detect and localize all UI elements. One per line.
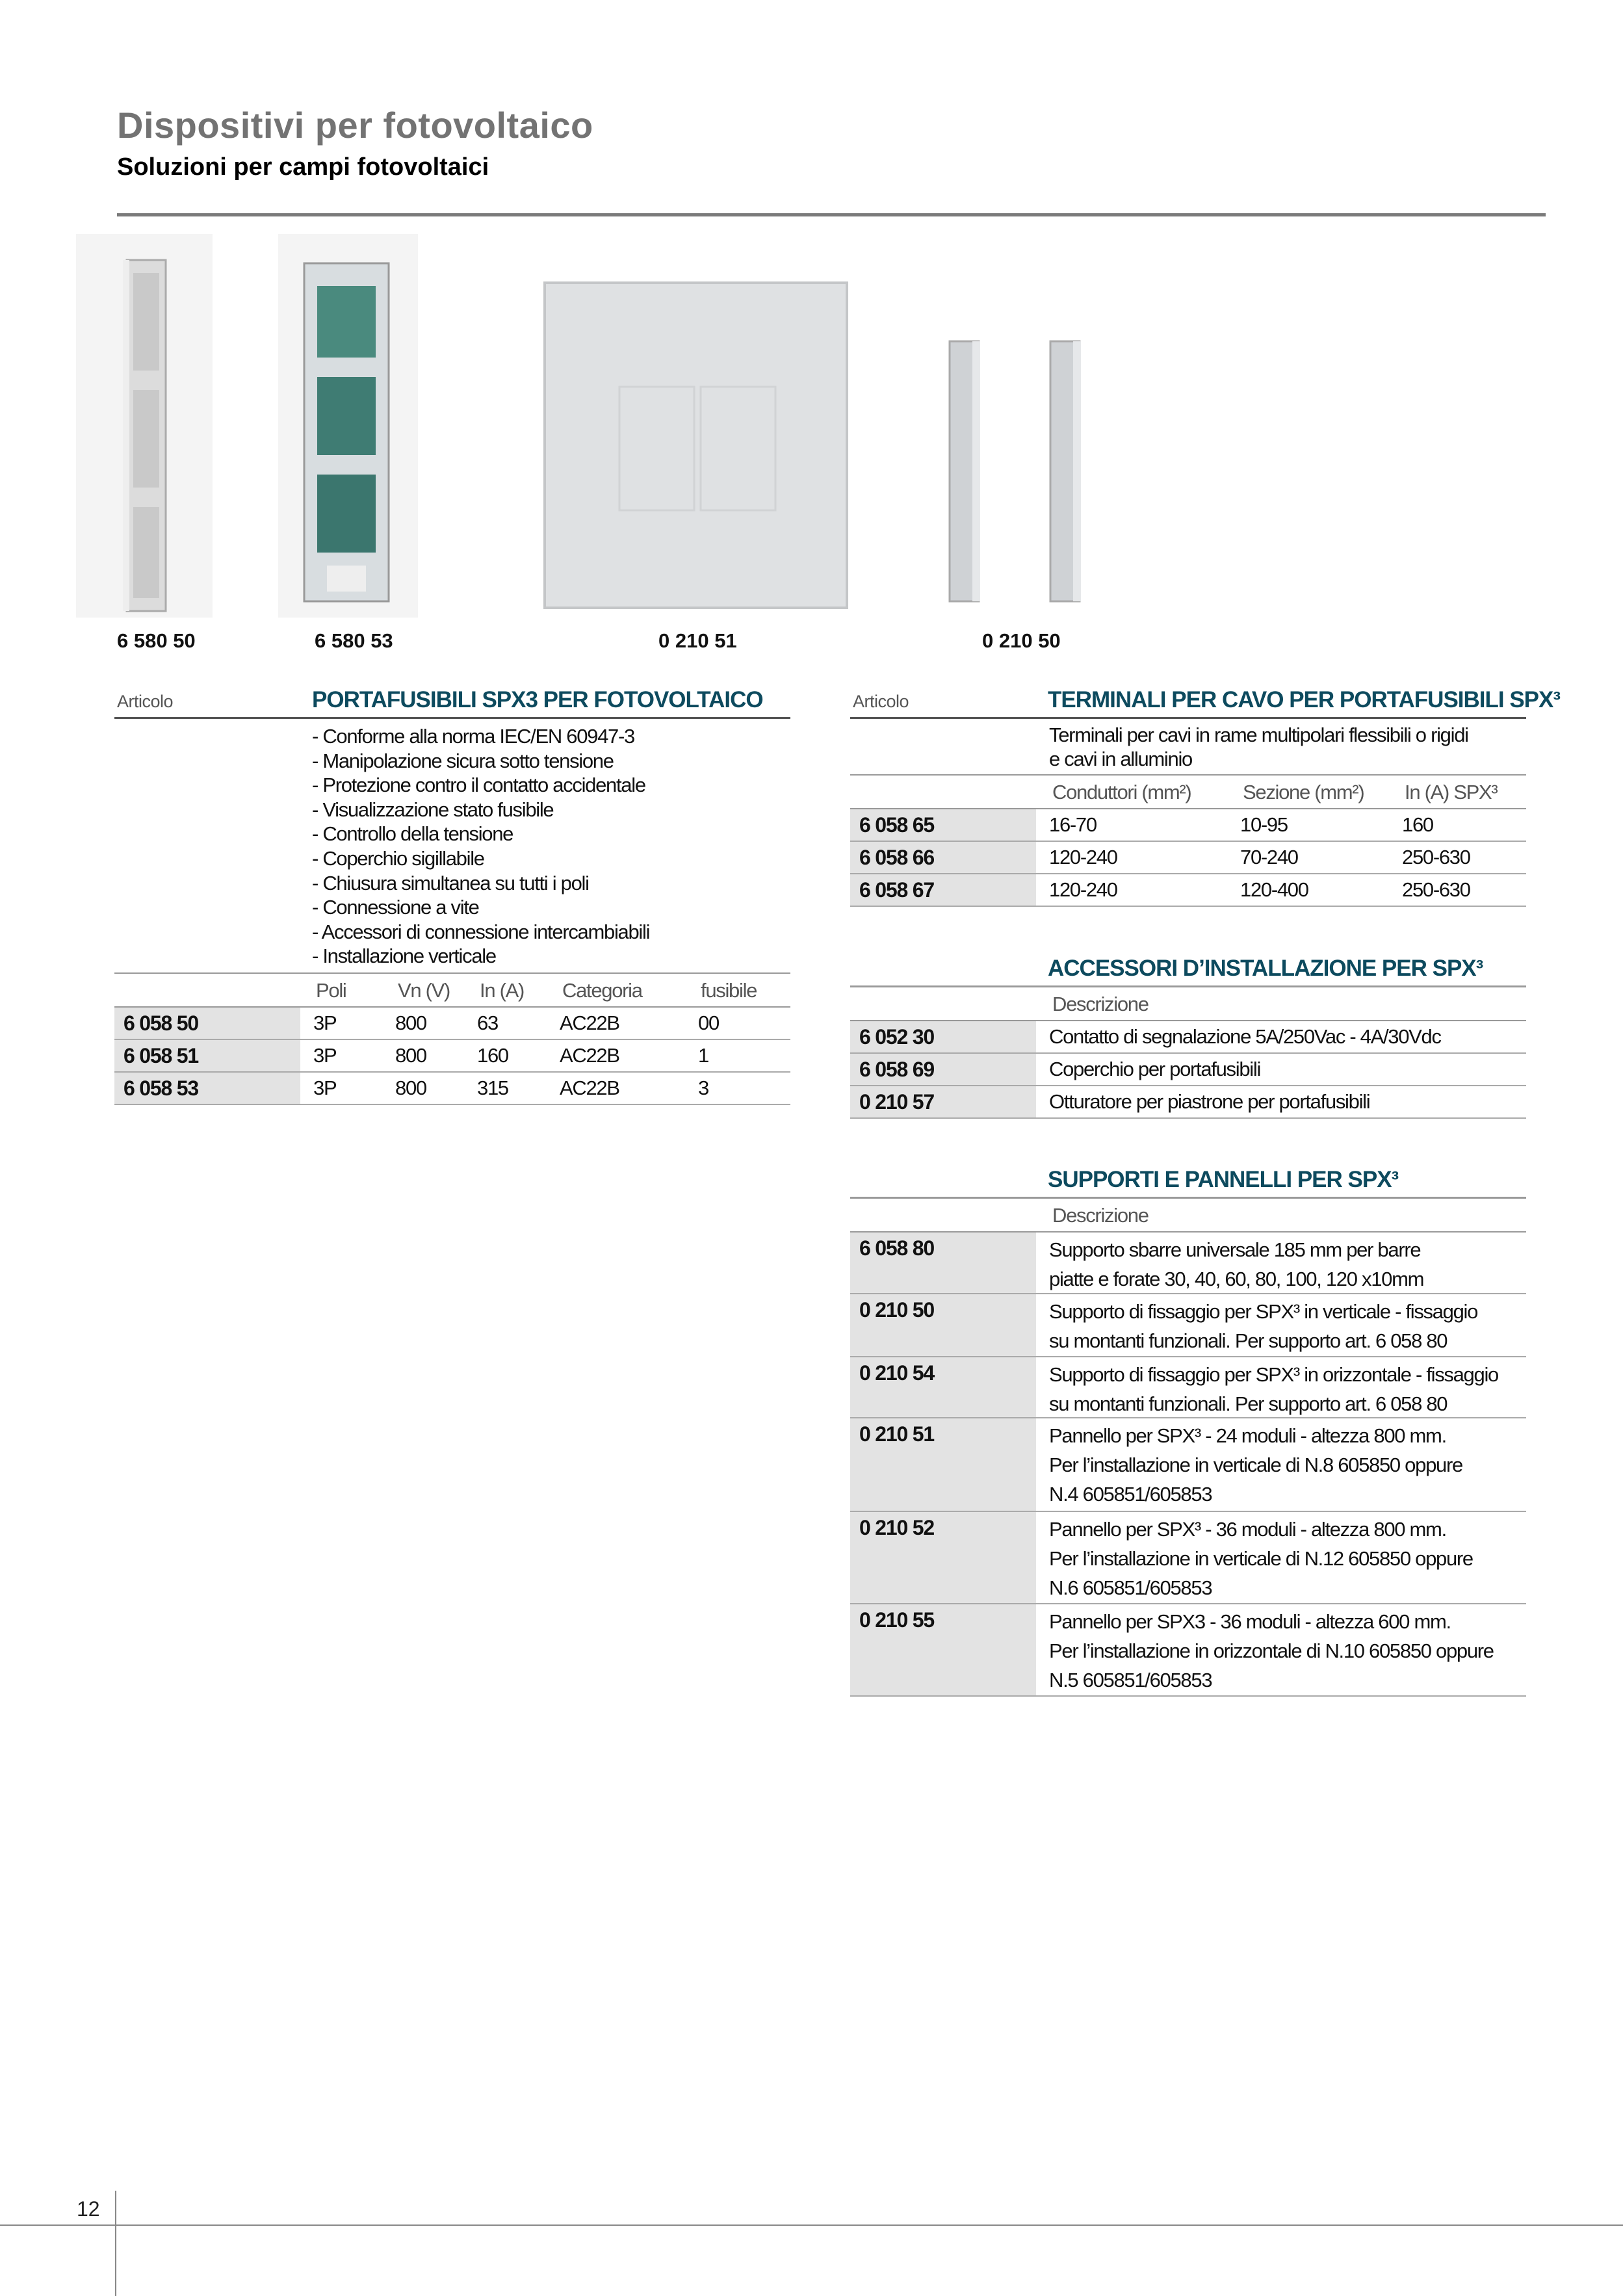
table-row bbox=[850, 1418, 1526, 1512]
column-header: Poli bbox=[316, 978, 346, 1002]
table-row bbox=[850, 1021, 1526, 1054]
description bbox=[1049, 1360, 1524, 1418]
table-row bbox=[850, 1357, 1526, 1418]
feature-item: - Manipolazione sicura sotto tensione bbox=[312, 749, 614, 772]
product-code: 0 210 51 bbox=[658, 629, 737, 652]
section-title: PORTAFUSIBILI SPX3 PER FOTOVOLTAICO bbox=[312, 687, 763, 712]
description-line: N.6 605851/605853 bbox=[1049, 1576, 1212, 1599]
feature-item: - Conforme alla norma IEC/EN 60947-3 bbox=[312, 725, 634, 748]
description-line: Per l’installazione in orizzontale di N.10 605850 oppure bbox=[1049, 1639, 1494, 1662]
description-line: Supporto di fissaggio per SPX³ in verticale - fissaggio bbox=[1049, 1300, 1478, 1323]
description-line: su montanti funzionali. Per supporto art. 6 058 80 bbox=[1049, 1329, 1448, 1352]
cell: 120-240 bbox=[1049, 846, 1117, 868]
description bbox=[1049, 1515, 1524, 1602]
feature-item: - Accessori di connessione intercambiabili bbox=[312, 920, 650, 943]
portafusibili-table bbox=[114, 683, 790, 1105]
cell: AC22B bbox=[560, 1076, 619, 1099]
table-row bbox=[114, 1073, 790, 1105]
description-line: Per l’installazione in verticale di N.8 605850 oppure bbox=[1049, 1454, 1462, 1476]
description bbox=[1049, 1607, 1524, 1695]
column-header: fusibile bbox=[701, 978, 757, 1002]
table-row bbox=[850, 1294, 1526, 1357]
article-code: 6 058 67 bbox=[850, 874, 1036, 906]
feature-list bbox=[114, 719, 790, 974]
description-line: Pannello per SPX3 - 36 moduli - altezza 600 mm. bbox=[1049, 1610, 1451, 1633]
footer-horizontal-rule bbox=[0, 2224, 1623, 2226]
cell: 10-95 bbox=[1240, 813, 1288, 836]
table-row bbox=[850, 1512, 1526, 1604]
description-line: Pannello per SPX³ - 36 moduli - altezza 800 mm. bbox=[1049, 1518, 1446, 1541]
cell: 120-240 bbox=[1049, 878, 1117, 901]
article-code: 0 210 51 bbox=[850, 1418, 1036, 1511]
page-title: Dispositivi per fotovoltaico bbox=[117, 105, 593, 146]
cell: 160 bbox=[477, 1043, 508, 1067]
feature-item: - Coperchio sigillabile bbox=[312, 846, 484, 870]
column-header: In (A) bbox=[480, 978, 524, 1002]
product-code: 6 580 50 bbox=[117, 629, 196, 652]
column-headers bbox=[850, 776, 1526, 809]
column-headers bbox=[114, 974, 790, 1008]
cell: 70-240 bbox=[1240, 846, 1298, 868]
mounting-panel-image bbox=[541, 280, 850, 612]
cell: 800 bbox=[395, 1011, 426, 1034]
description: Otturatore per piastrone per portafusibili bbox=[1049, 1090, 1370, 1113]
description-line: e cavi in alluminio bbox=[1049, 748, 1192, 770]
terminali-table bbox=[850, 683, 1561, 1697]
description-line: su montanti funzionali. Per supporto art. 6 058 80 bbox=[1049, 1392, 1448, 1415]
description-line: Supporto di fissaggio per SPX³ in orizzontale - fissaggio bbox=[1049, 1363, 1498, 1386]
product-code: 6 580 53 bbox=[315, 629, 393, 652]
cell: 3P bbox=[313, 1011, 337, 1034]
footer-vertical-rule bbox=[115, 2191, 116, 2296]
cell: 800 bbox=[395, 1076, 426, 1099]
table-row bbox=[850, 1054, 1526, 1086]
section-title: SUPPORTI E PANNELLI PER SPX³ bbox=[1048, 1167, 1399, 1192]
column-header: Descrizione bbox=[1052, 993, 1149, 1015]
description bbox=[1049, 1421, 1524, 1509]
column-header: Descrizione bbox=[1052, 1204, 1149, 1227]
table-row bbox=[850, 809, 1526, 842]
description: Coperchio per portafusibili bbox=[1049, 1058, 1261, 1080]
table-row bbox=[850, 874, 1526, 907]
product-code: 0 210 50 bbox=[982, 629, 1061, 652]
table-header bbox=[114, 683, 790, 719]
feature-item: - Controllo della tensione bbox=[312, 822, 513, 846]
fuse-holder-vertical-image bbox=[76, 234, 213, 618]
article-code: 6 058 53 bbox=[114, 1073, 300, 1104]
article-code: 6 058 65 bbox=[850, 809, 1036, 841]
fuse-holder-3-poles-image bbox=[278, 234, 418, 618]
column-headers bbox=[850, 1199, 1526, 1233]
supporti-header bbox=[850, 1119, 1526, 1199]
column-header: In (A) SPX³ bbox=[1405, 781, 1498, 803]
description-line: Per l’installazione in verticale di N.12 605850 oppure bbox=[1049, 1547, 1473, 1570]
cell: 160 bbox=[1402, 813, 1433, 836]
column-header: Conduttori (mm²) bbox=[1052, 781, 1191, 803]
articolo-label: Articolo bbox=[853, 692, 909, 711]
feature-item: - Visualizzazione stato fusibile bbox=[312, 798, 554, 821]
article-code: 6 058 50 bbox=[114, 1008, 300, 1039]
cell: 00 bbox=[698, 1011, 719, 1034]
table-row bbox=[114, 1008, 790, 1040]
cell: 250-630 bbox=[1402, 878, 1470, 901]
cell: 3 bbox=[698, 1076, 708, 1099]
cell: 3P bbox=[313, 1076, 337, 1099]
articolo-label: Articolo bbox=[117, 692, 174, 711]
feature-item: - Chiusura simultanea su tutti i poli bbox=[312, 871, 589, 894]
accessori-header bbox=[850, 907, 1526, 987]
cell: 800 bbox=[395, 1043, 426, 1067]
table-row bbox=[850, 842, 1526, 874]
article-code: 0 210 57 bbox=[850, 1086, 1036, 1117]
cell: 120-400 bbox=[1240, 878, 1308, 901]
cell: AC22B bbox=[560, 1011, 619, 1034]
section-title: ACCESSORI D’INSTALLAZIONE PER SPX³ bbox=[1048, 956, 1483, 981]
table-row bbox=[850, 1086, 1526, 1119]
header-divider bbox=[117, 213, 1546, 216]
cell: 3P bbox=[313, 1043, 337, 1067]
article-code: 0 210 54 bbox=[850, 1357, 1036, 1417]
article-code: 0 210 52 bbox=[850, 1512, 1036, 1603]
table-row bbox=[850, 1604, 1526, 1697]
column-header: Categoria bbox=[562, 978, 642, 1002]
feature-item: - Installazione verticale bbox=[312, 945, 496, 968]
article-code: 6 058 66 bbox=[850, 842, 1036, 873]
article-code: 6 052 30 bbox=[850, 1021, 1036, 1052]
description: Contatto di segnalazione 5A/250Vac - 4A/30Vdc bbox=[1049, 1025, 1441, 1048]
feature-item: - Protezione contro il contatto accidentale bbox=[312, 774, 645, 797]
description bbox=[1049, 1297, 1524, 1355]
table-header bbox=[850, 683, 1561, 719]
feature-item: - Connessione a vite bbox=[312, 896, 479, 919]
article-code: 6 058 51 bbox=[114, 1040, 300, 1071]
article-code: 6 058 69 bbox=[850, 1054, 1036, 1085]
description bbox=[1049, 1235, 1524, 1294]
description-line: piatte e forate 30, 40, 60, 80, 100, 120 x10mm bbox=[1049, 1268, 1424, 1290]
description-line: Terminali per cavi in rame multipolari flessibili o rigidi bbox=[1049, 724, 1468, 746]
description-line: Pannello per SPX³ - 24 moduli - altezza 800 mm. bbox=[1049, 1424, 1446, 1447]
section-description bbox=[850, 719, 1526, 776]
article-code: 6 058 80 bbox=[850, 1233, 1036, 1293]
cell: 315 bbox=[477, 1076, 508, 1099]
article-code: 0 210 55 bbox=[850, 1604, 1036, 1695]
cell: 1 bbox=[698, 1043, 708, 1067]
column-header: Vn (V) bbox=[398, 978, 450, 1002]
section-title: TERMINALI PER CAVO PER PORTAFUSIBILI SPX³ bbox=[1048, 687, 1561, 712]
description-line: N.5 605851/605853 bbox=[1049, 1669, 1212, 1691]
description-line: N.4 605851/605853 bbox=[1049, 1483, 1212, 1506]
page-subtitle: Soluzioni per campi fotovoltaici bbox=[117, 153, 489, 181]
table-row bbox=[850, 1233, 1526, 1294]
column-headers bbox=[850, 987, 1526, 1021]
description-line: Supporto sbarre universale 185 mm per barre bbox=[1049, 1238, 1421, 1261]
table-row bbox=[114, 1040, 790, 1073]
cell: 63 bbox=[477, 1011, 498, 1034]
cell: 250-630 bbox=[1402, 846, 1470, 868]
cell: 16-70 bbox=[1049, 813, 1097, 836]
cell: AC22B bbox=[560, 1043, 619, 1067]
mounting-brackets-image bbox=[937, 335, 1106, 611]
page-number: 12 bbox=[77, 2197, 100, 2221]
article-code: 0 210 50 bbox=[850, 1294, 1036, 1356]
column-header: Sezione (mm²) bbox=[1243, 781, 1364, 803]
